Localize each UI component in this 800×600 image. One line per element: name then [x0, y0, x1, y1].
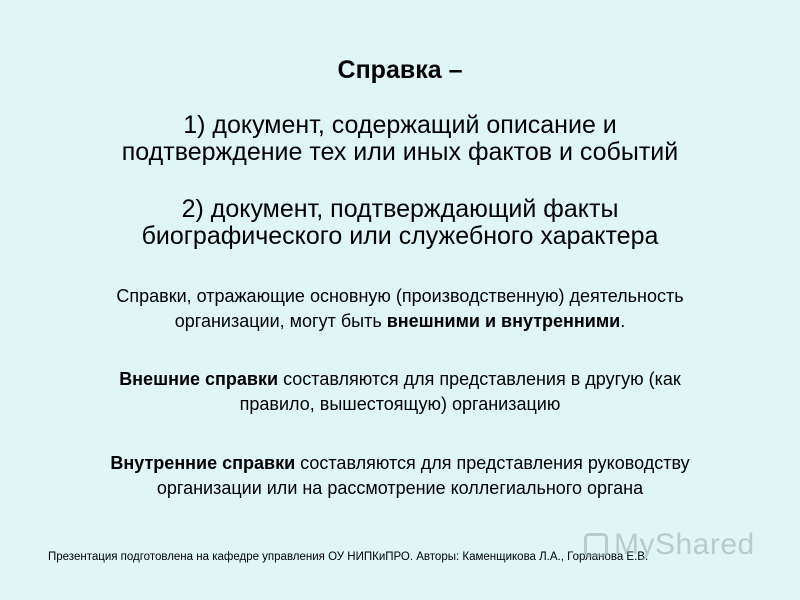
paragraph-1-line-2	[30, 309, 770, 334]
paragraph-3-line-1	[30, 451, 770, 476]
paragraph-2-line-1	[30, 367, 770, 392]
watermark-logo-icon	[584, 533, 608, 557]
paragraph-3-line-1-rest: составляются для представления руководству	[295, 453, 690, 473]
paragraph-3-term: Внутренние справки	[110, 453, 296, 473]
definition-1	[40, 112, 760, 166]
definition-2	[40, 196, 760, 250]
paragraph-1	[30, 284, 770, 334]
definition-2-line-2: биографического или служебного характера	[141, 222, 659, 250]
paragraph-3-line-2: организации или на рассмотрение коллегиального органа	[156, 478, 644, 498]
paragraph-2-line-1-rest: составляются для представления в другую (как	[278, 369, 681, 389]
paragraph-1-emphasis: внешними и внутренними	[386, 311, 621, 331]
watermark-text: MyShared	[614, 528, 755, 561]
paragraph-1-line-1: Справки, отражающие основную (производственную) деятельность	[116, 286, 684, 306]
definition-1-line-2: подтверждение тех или иных фактов и событий	[121, 138, 679, 166]
paragraph-2-line-2: правило, вышестоящую) организацию	[239, 394, 561, 414]
paragraph-1-line-2-prefix: организации, могут быть	[174, 311, 387, 331]
slide-footer: Презентация подготовлена на кафедре управления ОУ НИПКиПРО. Авторы: Каменщикова Л.А., Горланова Е.В.	[48, 551, 649, 563]
paragraph-2-term: Внешние справки	[119, 369, 279, 389]
paragraph-3	[30, 451, 770, 501]
paragraph-1-line-2-suffix: .	[620, 311, 626, 331]
slide-title: Справка –	[337, 56, 463, 84]
watermark	[584, 528, 755, 562]
definition-2-line-1: 2) документ, подтверждающий факты	[181, 195, 619, 223]
definition-1-line-1: 1) документ, содержащий описание и	[183, 111, 617, 139]
paragraph-2	[30, 367, 770, 417]
